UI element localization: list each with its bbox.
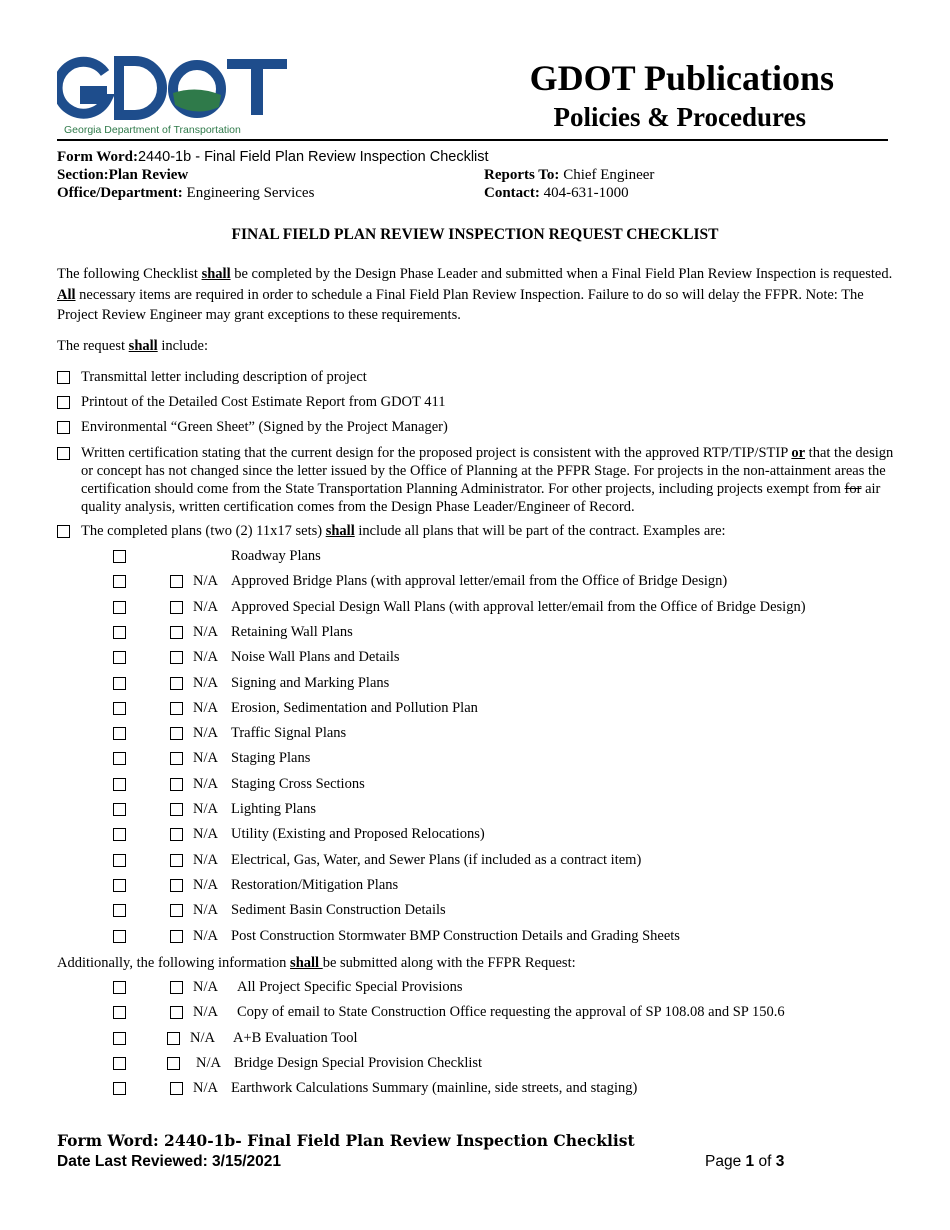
additional-label: Copy of email to State Construction Office requesting the approval of SP 108.08 and SP 150.6 <box>237 1004 785 1020</box>
publication-title: GDOT Publications <box>529 58 834 98</box>
plan-label: Utility (Existing and Proposed Relocations) <box>231 826 485 842</box>
item-checkbox[interactable] <box>57 396 70 409</box>
list-item: Printout of the Detailed Cost Estimate Report from GDOT 411 <box>0 394 950 416</box>
plan-row <box>0 675 950 697</box>
additional-checkbox[interactable] <box>113 1057 126 1070</box>
plan-na-checkbox[interactable] <box>170 854 183 867</box>
plan-checkbox[interactable] <box>113 702 126 715</box>
additional-na-checkbox[interactable] <box>167 1057 180 1070</box>
plan-checkbox[interactable] <box>113 752 126 765</box>
plan-checkbox[interactable] <box>113 651 126 664</box>
plan-checkbox[interactable] <box>113 879 126 892</box>
plan-label: Restoration/Mitigation Plans <box>231 877 399 893</box>
svg-text:Georgia Department of Transpor: Georgia Department of Transportation <box>64 124 241 136</box>
plan-checkbox[interactable] <box>113 803 126 816</box>
additional-row <box>0 1080 950 1102</box>
additional-checkbox[interactable] <box>113 981 126 994</box>
na-label: N/A <box>193 1004 218 1020</box>
office-line <box>57 184 314 203</box>
na-label: N/A <box>193 599 218 615</box>
gdot-logo-icon <box>57 55 289 137</box>
form-word-label: Form Word: <box>57 149 138 165</box>
plan-row <box>0 573 950 595</box>
section-line <box>57 166 188 185</box>
additional-row <box>0 1030 950 1052</box>
list-item: Environmental “Green Sheet” (Signed by the Project Manager) <box>0 419 950 441</box>
intro-paragraph: The following Checklist shall be completed by the Design Phase Leader and submitted when a Final Field Plan Review Inspection is requested. All necessary items are required in order to schedule a Final Field Plan Review Inspection. Failure to do so will delay the FFPR. Note: The Project Review Engineer may grant exceptions to these requirements. <box>57 266 893 323</box>
additional-na-checkbox[interactable] <box>170 981 183 994</box>
plan-row <box>0 725 950 747</box>
na-label: N/A <box>193 928 218 944</box>
plan-na-checkbox[interactable] <box>170 904 183 917</box>
certification-text: Written certification stating that the current design for the proposed project is consistent with the approved RTP/TIP/STIP or that the design or concept has not changed since the letter issued by the Office of Planning at the PFPR Stage. For projects in the non-attainment areas the certification should come from the State Transportation Planning Administrator. For other projects, including projects exempt from for air quality analysis, written certification comes from the Design Phase Leader/Engineer of Record. <box>81 445 894 515</box>
na-label: N/A <box>193 801 218 817</box>
contact-value: 404-631-1000 <box>543 185 629 201</box>
plan-na-checkbox[interactable] <box>170 575 183 588</box>
footer-last-reviewed: Date Last Reviewed: 3/15/2021 <box>57 1153 282 1170</box>
plans-checkbox[interactable] <box>57 525 70 538</box>
list-item: Transmittal letter including description of project <box>0 369 950 391</box>
section-value: Plan Review <box>108 167 189 183</box>
footer-form-word: Form Word: 2440-1b- Final Field Plan Review Inspection Checklist <box>57 1131 635 1150</box>
additional-row <box>0 979 950 1001</box>
na-label: N/A <box>193 979 218 995</box>
plan-na-checkbox[interactable] <box>170 651 183 664</box>
item-checkbox[interactable] <box>57 421 70 434</box>
plan-na-checkbox[interactable] <box>170 601 183 614</box>
additional-label: All Project Specific Special Provisions <box>237 979 463 995</box>
na-label: N/A <box>193 826 218 842</box>
document-heading: FINAL FIELD PLAN REVIEW INSPECTION REQUEST CHECKLIST <box>231 226 719 243</box>
plan-label: Roadway Plans <box>231 548 321 564</box>
plan-row <box>0 750 950 772</box>
additional-intro: Additionally, the following information shall be submitted along with the FFPR Request: <box>57 955 576 971</box>
plan-row <box>0 599 950 621</box>
office-value: Engineering Services <box>186 185 315 201</box>
plan-label: Electrical, Gas, Water, and Sewer Plans (if included as a contract item) <box>231 852 642 868</box>
plan-label: Sediment Basin Construction Details <box>231 902 446 918</box>
additional-label: Bridge Design Special Provision Checklist <box>234 1055 483 1071</box>
reports-value: Chief Engineer <box>563 167 655 183</box>
plan-checkbox[interactable] <box>113 778 126 791</box>
plan-checkbox[interactable] <box>113 904 126 917</box>
additional-row <box>0 1055 950 1077</box>
plan-checkbox[interactable] <box>113 828 126 841</box>
additional-label: Earthwork Calculations Summary (mainline, side streets, and staging) <box>231 1080 638 1096</box>
plan-label: Post Construction Stormwater BMP Construction Details and Grading Sheets <box>231 928 680 944</box>
additional-checkbox[interactable] <box>113 1082 126 1095</box>
na-label: N/A <box>193 725 218 741</box>
plan-label: Staging Cross Sections <box>231 776 365 792</box>
contact-line <box>484 184 629 203</box>
plan-na-checkbox[interactable] <box>170 828 183 841</box>
na-label: N/A <box>193 750 218 766</box>
additional-label: A+B Evaluation Tool <box>233 1030 358 1046</box>
plan-na-checkbox[interactable] <box>170 626 183 639</box>
na-label: N/A <box>193 776 218 792</box>
additional-na-checkbox[interactable] <box>170 1082 183 1095</box>
na-label: N/A <box>196 1055 221 1071</box>
additional-checkbox[interactable] <box>113 1006 126 1019</box>
form-word-line <box>57 148 489 167</box>
plan-na-checkbox[interactable] <box>170 677 183 690</box>
plan-row <box>0 801 950 823</box>
na-label: N/A <box>193 675 218 691</box>
plan-row <box>0 826 950 848</box>
footer-page-number: Page 1 of 3 <box>705 1153 785 1170</box>
plan-row <box>0 852 950 874</box>
na-label: N/A <box>193 700 218 716</box>
plan-label: Traffic Signal Plans <box>231 725 347 741</box>
plan-row <box>0 902 950 924</box>
plan-row <box>0 928 950 950</box>
plan-na-checkbox[interactable] <box>170 879 183 892</box>
office-label: Office/Department: <box>57 185 183 201</box>
na-label: N/A <box>190 1030 215 1046</box>
plan-na-checkbox[interactable] <box>170 930 183 943</box>
plan-checkbox[interactable] <box>113 930 126 943</box>
plan-checkbox[interactable] <box>113 854 126 867</box>
plan-na-checkbox[interactable] <box>170 727 183 740</box>
na-label: N/A <box>193 624 218 640</box>
na-label: N/A <box>193 877 218 893</box>
plan-checkbox[interactable] <box>113 575 126 588</box>
additional-row <box>0 1004 950 1026</box>
additional-checkbox[interactable] <box>113 1032 126 1045</box>
publication-subtitle: Policies & Procedures <box>553 102 806 132</box>
plan-label: Signing and Marking Plans <box>231 675 390 691</box>
plan-label: Retaining Wall Plans <box>231 624 353 640</box>
na-label: N/A <box>193 573 218 589</box>
plan-checkbox[interactable] <box>113 727 126 740</box>
item-checkbox[interactable] <box>57 371 70 384</box>
plan-row <box>0 700 950 722</box>
na-label: N/A <box>193 649 218 665</box>
plan-row <box>0 548 950 570</box>
plan-label: Approved Special Design Wall Plans (with approval letter/email from the Office of Bridge Design) <box>231 599 806 615</box>
plan-checkbox[interactable] <box>113 550 126 563</box>
certification-checkbox[interactable] <box>57 447 70 460</box>
na-label: N/A <box>193 852 218 868</box>
plan-label: Approved Bridge Plans (with approval letter/email from the Office of Bridge Design) <box>231 573 728 589</box>
na-label: N/A <box>193 1080 218 1096</box>
plan-checkbox[interactable] <box>113 677 126 690</box>
plan-row <box>0 877 950 899</box>
reports-line <box>484 166 654 185</box>
section-label: Section: <box>57 167 109 183</box>
plan-na-checkbox[interactable] <box>170 803 183 816</box>
plan-row <box>0 649 950 671</box>
contact-label: Contact: <box>484 185 540 201</box>
plan-na-checkbox[interactable] <box>170 778 183 791</box>
plan-checkbox[interactable] <box>113 601 126 614</box>
na-label: N/A <box>193 902 218 918</box>
plan-label: Noise Wall Plans and Details <box>231 649 400 665</box>
plan-na-checkbox[interactable] <box>170 752 183 765</box>
gdot-logo <box>57 55 289 137</box>
plan-checkbox[interactable] <box>113 626 126 639</box>
plans-intro-item: The completed plans (two (2) 11x17 sets) shall include all plans that will be part of the contract. Examples are: <box>0 523 950 545</box>
request-intro: The request shall include: <box>57 338 209 354</box>
plan-label: Erosion, Sedimentation and Pollution Plan <box>231 700 478 716</box>
plan-row <box>0 624 950 646</box>
plan-na-checkbox[interactable] <box>170 702 183 715</box>
reports-label: Reports To: <box>484 167 560 183</box>
additional-na-checkbox[interactable] <box>170 1006 183 1019</box>
header-divider <box>57 139 888 141</box>
form-word-value: 2440-1b - Final Field Plan Review Inspection Checklist <box>137 149 489 165</box>
plan-label: Staging Plans <box>231 750 311 766</box>
additional-na-checkbox[interactable] <box>167 1032 180 1045</box>
plan-row <box>0 776 950 798</box>
plan-label: Lighting Plans <box>231 801 316 817</box>
